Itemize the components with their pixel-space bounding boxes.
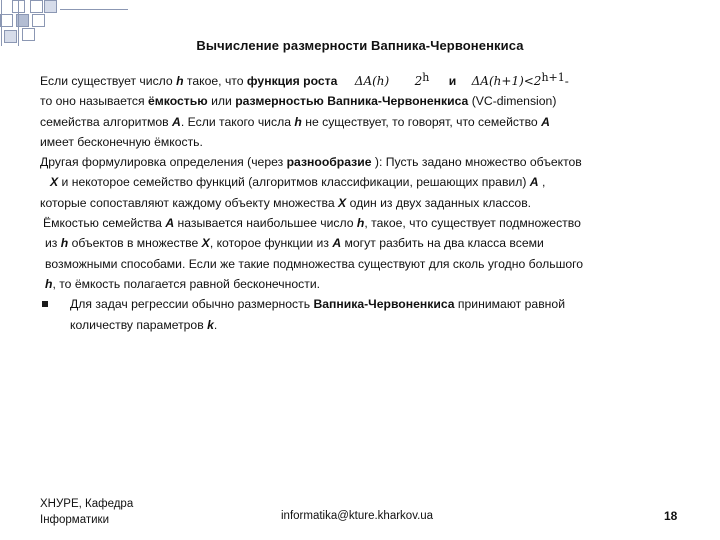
var-h: h — [45, 276, 53, 291]
var-h: h — [60, 236, 69, 251]
text: Для задач регрессии обычно размерность — [70, 297, 314, 312]
text: (VC-dimension) — [468, 94, 557, 109]
formula-growth: ΔA(h) — [354, 74, 390, 88]
var-x: X — [338, 195, 347, 210]
slide-body — [40, 68, 680, 335]
text: , такое, что существует подмножество — [364, 216, 581, 231]
body-line-4 — [40, 132, 680, 152]
text: или — [207, 94, 236, 109]
page-number: 18 — [664, 509, 678, 523]
text: такое, что — [183, 74, 247, 88]
body-line-8 — [40, 213, 680, 233]
var-a: A — [172, 114, 181, 129]
text: . — [213, 317, 218, 332]
text: , то ёмкость полагается равной бесконечности. — [52, 276, 321, 291]
body-line-2 — [40, 91, 680, 111]
body-line-10 — [40, 254, 680, 274]
var-a: A — [529, 175, 539, 190]
text: принимают равной — [454, 297, 566, 312]
var-k: k — [207, 317, 214, 332]
var-a: A — [541, 114, 550, 129]
body-line-6 — [40, 172, 680, 192]
var-h: h — [356, 216, 365, 231]
text: объектов в множестве — [68, 236, 202, 251]
text: возможными способами. Если же такие подмножества существуют для сколь угодно большого — [45, 256, 584, 271]
text: и некоторое семейство функций (алгоритмов классификации, решающих правил) — [58, 175, 530, 190]
formula-growth-next: ΔA(h+1)<2 — [471, 74, 542, 88]
slide-title: Вычисление размерности Вапника-Червоненкиса — [196, 38, 524, 53]
text: которые сопоставляют каждому объекту множества — [40, 195, 339, 210]
term-vc: Вапника-Червоненкиса — [313, 297, 455, 312]
text: количеству параметров — [70, 317, 208, 332]
text: то оно называется — [40, 94, 149, 109]
text: не существует, то говорят, что семейство — [301, 114, 542, 129]
var-x: X — [50, 175, 59, 190]
footer-organization — [40, 496, 133, 528]
text: из — [45, 236, 61, 251]
var-h: h — [294, 114, 302, 129]
text: , — [538, 175, 546, 190]
term-capacity: ёмкостью — [148, 94, 208, 109]
footer-org-line-1: ХНУРЕ, Кафедра — [40, 498, 134, 510]
body-line-5 — [40, 152, 680, 172]
term-diversity: разнообразие — [286, 155, 372, 170]
text: . Если такого числа — [180, 114, 295, 129]
text: семейства алгоритмов — [40, 114, 173, 129]
var-a: A — [332, 236, 342, 251]
text: - — [564, 74, 569, 88]
footer-email: informatika@kture.kharkov.ua — [281, 510, 434, 522]
formula-power-exp: h — [422, 71, 430, 84]
text: называется наибольшее число — [174, 216, 357, 231]
text: ): Пусть задано множество объектов — [371, 155, 582, 170]
bullet-item-continuation — [40, 315, 680, 335]
body-line-9 — [40, 233, 680, 253]
text: Ёмкостью семейства — [43, 216, 166, 231]
text: , которое функции из — [209, 236, 333, 251]
body-line-11 — [40, 274, 680, 294]
square-bullet-icon — [42, 301, 48, 307]
term-vc-dimension: размерностью Вапника-Червоненкиса — [235, 94, 469, 109]
text: Если существует число — [40, 74, 177, 88]
text: имеет бесконечную ёмкость. — [40, 134, 203, 149]
text-and: и — [448, 74, 457, 88]
body-line-1 — [40, 68, 680, 91]
var-h: h — [176, 74, 184, 88]
formula-power-base: 2 — [414, 74, 423, 88]
footer-org-line-2: Інформатики — [40, 514, 109, 526]
body-line-3 — [40, 112, 680, 132]
bullet-item-regression — [40, 294, 680, 314]
text: один из двух заданных классов. — [346, 195, 532, 210]
body-line-7 — [40, 193, 680, 213]
text: могут разбить на два класса всеми — [341, 236, 544, 251]
text: Другая формулировка определения (через — [40, 155, 287, 170]
var-x: X — [201, 236, 210, 251]
formula-growth-next-exp: h+1 — [541, 71, 565, 84]
var-a: A — [165, 216, 175, 231]
term-growth-function: функция роста — [246, 74, 338, 88]
